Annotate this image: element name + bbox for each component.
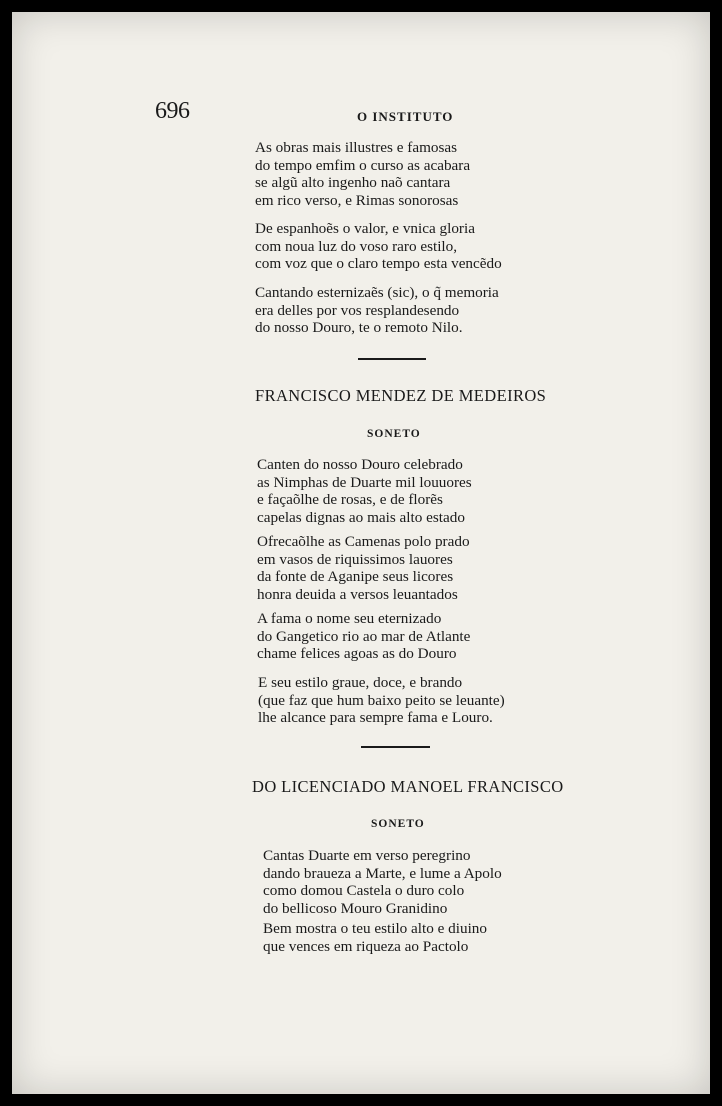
- verse-line: do bellicoso Mouro Granidino: [263, 899, 448, 917]
- verse-line: De espanhoẽs o valor, e vnica gloria: [255, 220, 475, 237]
- poem-form-label: SONETO: [371, 818, 425, 830]
- verse-line: (que faz que hum baixo peito se leuante): [258, 691, 505, 709]
- poem-stanza: [257, 456, 472, 526]
- verse-line: com voz que o claro tempo esta vencẽdo: [255, 255, 502, 272]
- poem-stanza: [263, 847, 502, 917]
- poem-form-label: SONETO: [367, 428, 421, 440]
- running-title: O INSTITUTO: [357, 109, 454, 124]
- poem-stanza: [257, 533, 470, 603]
- poem-stanza: [255, 139, 470, 209]
- verse-line: honra deuida a versos leuantados: [257, 585, 458, 603]
- verse-line: em rico verso, e Rimas sonorosas: [255, 191, 459, 209]
- verse-line: como domou Castela o duro colo: [263, 882, 465, 899]
- verse-line: capelas dignas ao mais alto estado: [257, 508, 465, 526]
- verse-line: Ofrecaõlhe as Camenas polo prado: [257, 533, 470, 550]
- poem-stanza: [255, 284, 499, 337]
- verse-line: em vasos de riquissimos lauores: [257, 550, 453, 568]
- book-page: [12, 12, 710, 1094]
- verse-line: Cantas Duarte em verso peregrino: [263, 847, 471, 864]
- verse-line: do nosso Douro, te o remoto Nilo.: [255, 319, 463, 336]
- verse-line: lhe alcance para sempre fama e Louro.: [258, 709, 493, 726]
- verse-line: A fama o nome seu eternizado: [257, 610, 442, 627]
- verse-line: Cantando esternizaẽs (sic), o q̃ memoria: [255, 284, 499, 301]
- poem-stanza: [258, 674, 505, 727]
- verse-line: da fonte de Aganipe seus licores: [257, 568, 454, 585]
- section-divider: [361, 746, 430, 748]
- verse-line: do tempo emfim o curso as acabara: [255, 156, 471, 174]
- poem-stanza: [257, 610, 470, 663]
- verse-line: Bem mostra o teu estilo alto e diuino: [263, 920, 487, 937]
- verse-line: se algũ alto ingenho naõ cantara: [255, 174, 451, 191]
- poem-stanza: [255, 220, 502, 273]
- poem-stanza: [263, 920, 487, 955]
- section-divider: [358, 358, 426, 360]
- section-author-heading: DO LICENCIADO MANOEL FRANCISCO: [252, 777, 564, 796]
- section-author-heading: FRANCISCO MENDEZ DE MEDEIROS: [255, 386, 547, 405]
- verse-line: as Nimphas de Duarte mil louuores: [257, 473, 472, 491]
- verse-line: que vences em riqueza ao Pactolo: [263, 937, 469, 955]
- verse-line: As obras mais illustres e famosas: [255, 139, 458, 156]
- verse-line: era delles por vos resplandesendo: [255, 301, 460, 319]
- verse-line: Canten do nosso Douro celebrado: [257, 456, 463, 473]
- verse-line: com noua luz do voso raro estilo,: [255, 237, 458, 255]
- verse-line: e façaõlhe de rosas, e de florẽs: [257, 491, 443, 508]
- verse-line: chame felices agoas as do Douro: [257, 645, 457, 662]
- verse-line: do Gangetico rio ao mar de Atlante: [257, 627, 471, 645]
- page-number: 696: [155, 98, 190, 124]
- verse-line: dando braueza a Marte, e lume a Apolo: [263, 864, 502, 882]
- verse-line: E seu estilo graue, doce, e brando: [258, 674, 463, 691]
